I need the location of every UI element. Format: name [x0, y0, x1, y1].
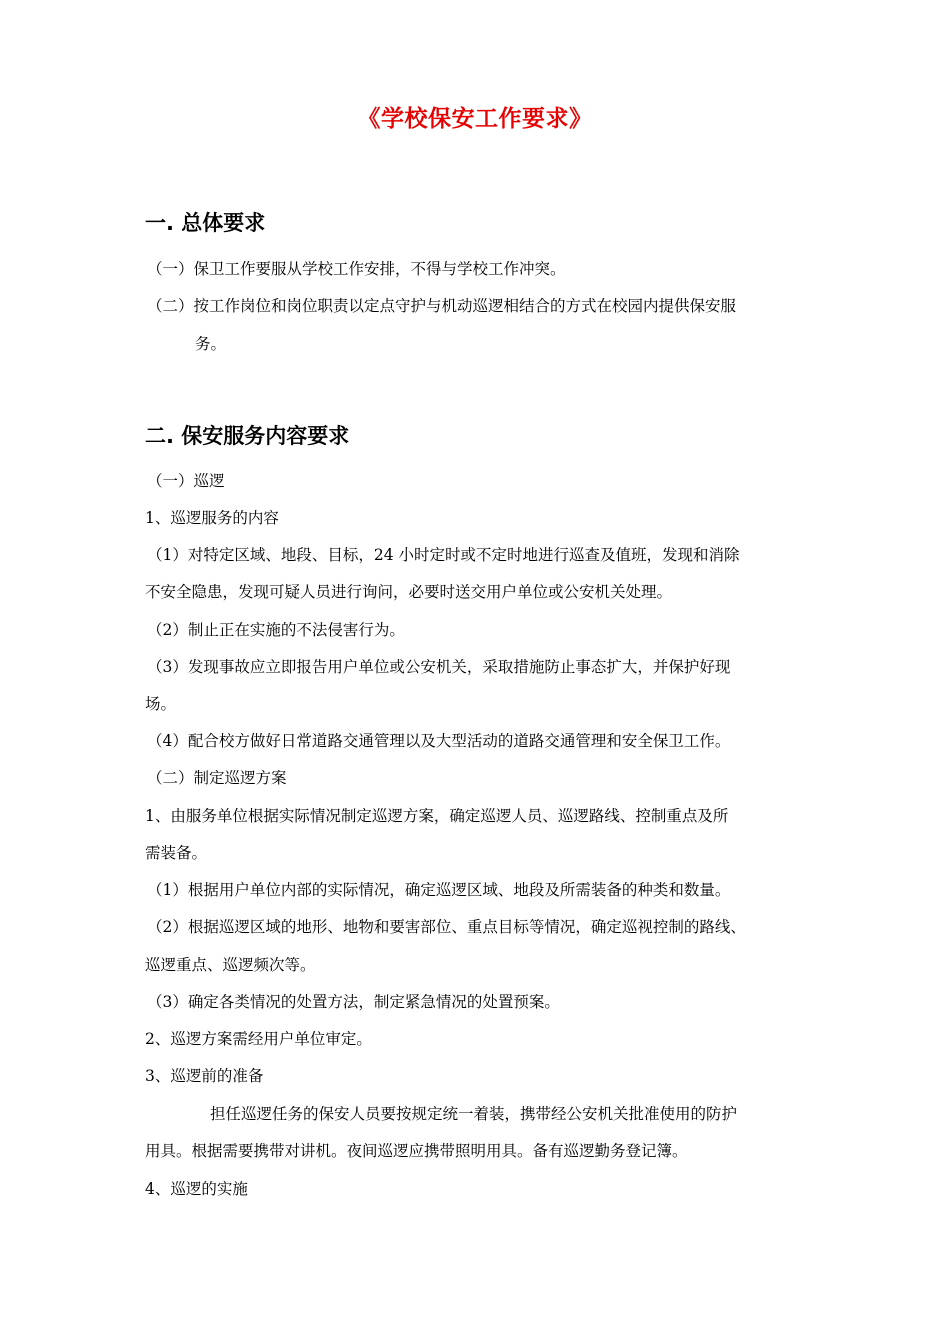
paragraph-line: 3、巡逻前的准备	[145, 1067, 264, 1085]
paragraph-line: （3）发现事故应立即报告用户单位或公安机关，采取措施防止事态扩大，并保护好现	[147, 658, 731, 676]
paragraph-line: 不安全隐患，发现可疑人员进行询问，必要时送交用户单位或公安机关处理。	[145, 583, 673, 601]
paragraph-line: （1）对特定区域、地段、目标，24 小时定时或不定时地进行巡查及值班，发现和消除	[147, 546, 740, 564]
paragraph-line: （二）按工作岗位和岗位职责以定点守护与机动巡逻相结合的方式在校园内提供保安服	[147, 297, 737, 315]
paragraph-line: 需装备。	[145, 844, 208, 862]
paragraph-line: （1）根据用户单位内部的实际情况，确定巡逻区域、地段及所需装备的种类和数量。	[147, 881, 731, 899]
paragraph-line: 用具。根据需要携带对讲机。夜间巡逻应携带照明用具。备有巡逻勤务登记簿。	[145, 1142, 688, 1160]
paragraph-line: 1、由服务单位根据实际情况制定巡逻方案，确定巡逻人员、巡逻路线、控制重点及所	[145, 807, 729, 825]
section-heading-general: 一. 总体要求	[145, 211, 266, 235]
paragraph-line: （一）保卫工作要服从学校工作安排，不得与学校工作冲突。	[147, 260, 566, 278]
paragraph-line: 场。	[145, 695, 177, 713]
paragraph-line: 巡逻重点、巡逻频次等。	[145, 956, 316, 974]
paragraph-line: （2）制止正在实施的不法侵害行为。	[147, 621, 405, 639]
paragraph-line: 1、巡逻服务的内容	[145, 509, 279, 527]
paragraph-line: （2）根据巡逻区域的地形、地物和要害部位、重点目标等情况，确定巡视控制的路线、	[147, 918, 746, 936]
document-title: 《学校保安工作要求》	[357, 105, 593, 132]
paragraph-line: （一）巡逻	[147, 472, 225, 490]
paragraph-line: 2、巡逻方案需经用户单位审定。	[145, 1030, 372, 1048]
paragraph-line: 担任巡逻任务的保安人员要按规定统一着装，携带经公安机关批准使用的防护	[210, 1105, 738, 1123]
paragraph-line: （3）确定各类情况的处置方法，制定紧急情况的处置预案。	[147, 993, 560, 1011]
section-heading-service-content: 二. 保安服务内容要求	[145, 424, 350, 448]
paragraph-line: 4、巡逻的实施	[145, 1180, 248, 1198]
paragraph-line: （二）制定巡逻方案	[147, 769, 287, 787]
paragraph-line: （4）配合校方做好日常道路交通管理以及大型活动的道路交通管理和安全保卫工作。	[147, 732, 731, 750]
paragraph-line: 务。	[195, 335, 227, 353]
